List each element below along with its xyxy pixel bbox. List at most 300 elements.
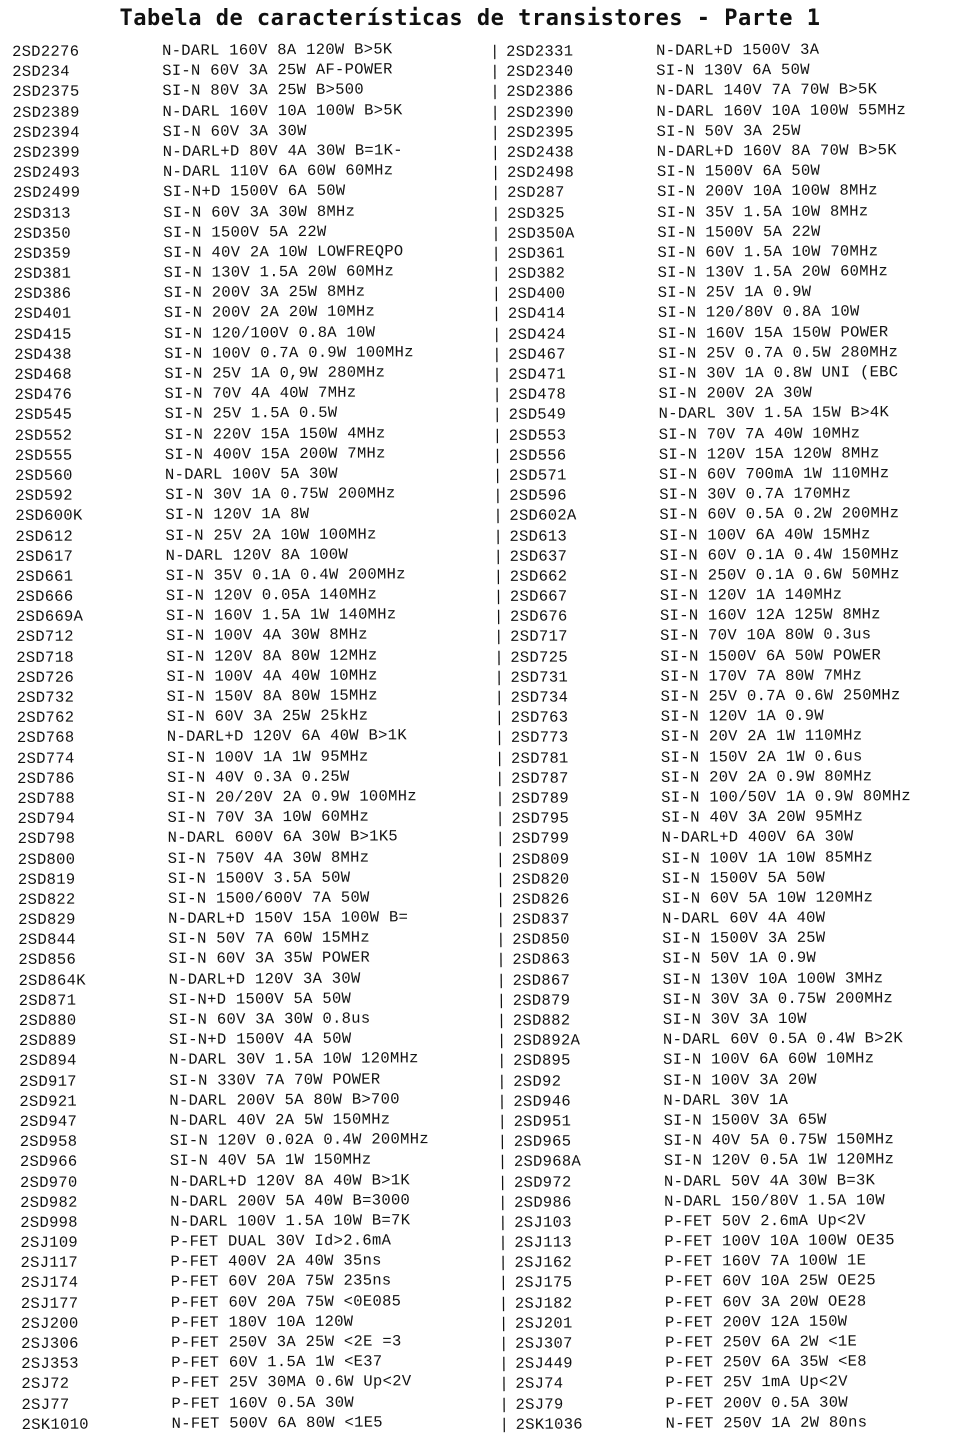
column-separator: | bbox=[492, 466, 503, 485]
column-separator: | bbox=[491, 224, 502, 243]
column-separator: | bbox=[494, 709, 505, 728]
table-row bbox=[21, 1392, 430, 1415]
transistor-specs: SI-N 1500V 5A 22W bbox=[657, 222, 821, 242]
transistor-code: 2SD467 bbox=[508, 345, 566, 364]
transistor-specs: SI-N 200V 10A 100W 8MHz bbox=[656, 181, 878, 202]
transistor-code: 2SD612 bbox=[15, 527, 74, 546]
transistor-code: 2SD800 bbox=[17, 850, 76, 869]
transistor-code: 2SD819 bbox=[17, 870, 76, 889]
transistor-code: 2SD571 bbox=[508, 466, 567, 485]
transistor-specs: SI-N 35V 0.1A 0.4W 200MHz bbox=[165, 565, 406, 585]
transistor-code: 2SD382 bbox=[507, 264, 566, 283]
transistor-code: 2SD725 bbox=[510, 648, 568, 667]
transistor-specs: SI-N 120V 8A 80W 12MHz bbox=[166, 646, 378, 666]
transistor-specs: SI-N 30V 3A 10W bbox=[662, 1009, 807, 1029]
transistor-code: 2SD863 bbox=[512, 950, 571, 970]
transistor-specs: SI-N 130V 10A 100W 3MHz bbox=[662, 968, 884, 989]
transistor-code: 2SD381 bbox=[13, 264, 72, 284]
table-row bbox=[18, 907, 427, 930]
transistor-code: 2SD972 bbox=[513, 1172, 572, 1192]
transistor-specs: SI-N 25V 0.7A 0.5W 280MHz bbox=[658, 342, 899, 363]
transistor-code: 2SD287 bbox=[506, 183, 565, 203]
table-row bbox=[17, 826, 426, 849]
column-separator: | bbox=[496, 910, 506, 930]
transistor-code: 2SD2375 bbox=[12, 82, 80, 102]
transistor-specs: SI-N 120/80V 0.8A 10W bbox=[657, 302, 860, 323]
transistor-code: 2SD734 bbox=[510, 688, 569, 707]
table-row bbox=[12, 39, 421, 62]
transistor-specs: SI-N 330V 7A 70W POWER bbox=[169, 1070, 381, 1090]
table-row bbox=[497, 1109, 913, 1132]
column-separator: | bbox=[495, 810, 506, 829]
table-row bbox=[17, 746, 426, 769]
transistor-code: 2SD998 bbox=[20, 1213, 78, 1232]
column-separator: | bbox=[498, 1254, 509, 1273]
transistor-specs: SI-N 50V 1A 0.9W bbox=[662, 949, 817, 969]
transistor-specs: SI-N 120V 0.02A 0.4W 200MHz bbox=[169, 1130, 429, 1151]
transistor-code: 2SD864K bbox=[18, 971, 86, 990]
transistor-code: 2SD921 bbox=[19, 1092, 78, 1111]
transistor-code: 2SJ79 bbox=[515, 1395, 564, 1414]
transistor-specs: SI-N 1500V 6A 50W POWER bbox=[660, 645, 882, 666]
table-row bbox=[17, 705, 426, 728]
transistor-code: 2SK1010 bbox=[21, 1415, 89, 1434]
column-separator: | bbox=[496, 1032, 507, 1051]
column-separator: | bbox=[492, 426, 503, 445]
transistor-specs: N-DARL 200V 5A 80W B>700 bbox=[169, 1090, 400, 1110]
column-separator: | bbox=[499, 1395, 510, 1414]
transistor-specs: SI-N+D 1500V 5A 50W bbox=[168, 989, 352, 1009]
transistor-specs: SI-N 60V 3A 25W 25kHz bbox=[166, 706, 369, 727]
table-row bbox=[12, 80, 421, 103]
column-separator: | bbox=[492, 345, 502, 364]
transistor-code: 2SD662 bbox=[509, 567, 568, 586]
transistor-specs: SI-N 20V 2A 0.9W 80MHz bbox=[661, 767, 873, 787]
transistor-code: 2SD717 bbox=[510, 627, 568, 647]
column-separator: | bbox=[491, 204, 501, 223]
transistor-code: 2SD661 bbox=[15, 567, 74, 586]
transistor-code: 2SD386 bbox=[13, 284, 72, 304]
table-row bbox=[13, 241, 422, 264]
transistor-specs: SI-N 200V 3A 25W 8MHz bbox=[163, 282, 366, 303]
column-separator: | bbox=[495, 870, 506, 889]
column-separator: | bbox=[491, 285, 502, 304]
table-row bbox=[13, 221, 422, 244]
transistor-specs: N-DARL 30V 1.5A 15W B>4K bbox=[658, 403, 890, 424]
table-row bbox=[16, 625, 425, 648]
transistor-specs: N-DARL 600V 6A 30W B>1K5 bbox=[167, 827, 399, 848]
transistor-code: 2SD966 bbox=[19, 1152, 78, 1172]
transistor-code: 2SJ174 bbox=[20, 1274, 79, 1293]
transistor-code: 2SD867 bbox=[512, 971, 571, 990]
transistor-code: 2SD947 bbox=[19, 1112, 78, 1131]
column-separator: | bbox=[490, 123, 501, 142]
column-separator: | bbox=[493, 567, 504, 586]
right-column bbox=[490, 39, 915, 1435]
column-separator: | bbox=[494, 648, 504, 667]
transistor-code: 2SD552 bbox=[14, 426, 73, 445]
transistor-specs: SI-N 70V 4A 40W 7MHz bbox=[164, 383, 357, 404]
column-separator: | bbox=[498, 1213, 508, 1232]
transistor-code: 2SJ353 bbox=[21, 1354, 79, 1374]
transistor-specs: N-DARL 100V 1.5A 10W B=7K bbox=[170, 1211, 411, 1231]
transistor-specs: P-FET 160V 0.5A 30W bbox=[171, 1393, 355, 1413]
transistor-code: 2SD92 bbox=[513, 1072, 562, 1091]
column-separator: | bbox=[497, 1112, 508, 1131]
column-separator: | bbox=[491, 305, 502, 324]
transistor-specs: P-FET DUAL 30V Id>2.6mA bbox=[170, 1231, 392, 1251]
table-row bbox=[16, 645, 425, 668]
column-separator: | bbox=[492, 386, 503, 405]
transistor-code: 2SD879 bbox=[512, 991, 571, 1010]
transistor-code: 2SD669A bbox=[15, 607, 84, 627]
transistor-specs: SI-N 60V 3A 30W 8MHz bbox=[163, 202, 356, 222]
table-row bbox=[15, 403, 424, 426]
table-row bbox=[16, 604, 425, 627]
transistor-specs: SI-N 60V 5A 10W 120MHz bbox=[661, 888, 874, 908]
transistor-code: 2SD560 bbox=[14, 466, 73, 485]
transistor-specs: SI-N 170V 7A 80W 7MHz bbox=[660, 666, 863, 686]
transistor-code: 2SD871 bbox=[18, 991, 77, 1010]
transistor-code: 2SD850 bbox=[512, 930, 570, 950]
transistor-code: 2SJ201 bbox=[514, 1314, 573, 1333]
transistor-code: 2SD476 bbox=[14, 385, 73, 405]
transistor-code: 2SD637 bbox=[509, 547, 568, 566]
transistor-specs: SI-N+D 1500V 6A 50W bbox=[162, 181, 346, 202]
transistor-code: 2SD712 bbox=[16, 628, 74, 647]
column-separator: | bbox=[491, 325, 502, 344]
transistor-code: 2SD789 bbox=[511, 789, 569, 808]
transistor-code: 2SD774 bbox=[16, 749, 75, 768]
transistor-specs: SI-N 20/20V 2A 0.9W 100MHz bbox=[167, 787, 417, 807]
transistor-specs: SI-N 130V 6A 50W bbox=[656, 60, 810, 81]
transistor-code: 2SD965 bbox=[513, 1132, 572, 1151]
column-separator: | bbox=[495, 890, 506, 909]
transistor-specs: N-DARL 30V 1A bbox=[663, 1090, 789, 1110]
column-separator: | bbox=[494, 688, 505, 707]
transistor-specs: SI-N 40V 3A 20W 95MHz bbox=[661, 807, 864, 827]
transistor-code: 2SJ77 bbox=[21, 1395, 70, 1414]
transistor-code: 2SD970 bbox=[19, 1173, 78, 1192]
transistor-code: 2SD2389 bbox=[12, 103, 80, 122]
transistor-code: 2SD917 bbox=[19, 1072, 77, 1091]
transistor-code: 2SD2276 bbox=[12, 42, 80, 61]
transistor-code: 2SD795 bbox=[511, 809, 570, 828]
table-row bbox=[20, 1170, 429, 1193]
transistor-code: 2SD951 bbox=[513, 1112, 572, 1131]
transistor-code: 2SD844 bbox=[18, 930, 76, 950]
transistor-code: 2SD325 bbox=[507, 203, 565, 223]
column-separator: | bbox=[497, 1072, 507, 1091]
table-row bbox=[18, 887, 427, 910]
transistor-specs: SI-N 60V 1.5A 10W 70MHz bbox=[657, 242, 879, 262]
column-separator: | bbox=[498, 1314, 509, 1333]
transistor-code: 2SD946 bbox=[513, 1092, 572, 1111]
transistor-specs: SI-N 100V 4A 40W 10MHz bbox=[166, 666, 378, 686]
transistor-specs: SI-N 400V 15A 200W 7MHz bbox=[164, 444, 386, 464]
column-separator: | bbox=[499, 1415, 510, 1434]
transistor-specs: P-FET 250V 6A 35W <E8 bbox=[665, 1352, 867, 1372]
column-separator: | bbox=[495, 830, 506, 849]
column-separator: | bbox=[499, 1355, 509, 1374]
transistor-specs: P-FET 200V 0.5A 30W bbox=[665, 1393, 849, 1413]
transistor-code: 2SD726 bbox=[16, 668, 75, 687]
transistor-code: 2SD555 bbox=[14, 446, 73, 465]
transistor-code: 2SD549 bbox=[508, 405, 567, 425]
table-row bbox=[17, 726, 426, 749]
transistor-code: 2SD438 bbox=[14, 345, 72, 364]
column-separator: | bbox=[498, 1233, 509, 1253]
transistor-specs: N-FET 250V 1A 2W 80ns bbox=[665, 1413, 868, 1433]
transistor-specs: SI-N 70V 7A 40W 10MHz bbox=[658, 423, 861, 444]
transistor-specs: SI-N 100V 6A 60W 10MHz bbox=[663, 1049, 875, 1070]
transistor-code: 2SD768 bbox=[16, 728, 75, 748]
column-separator: | bbox=[490, 184, 501, 203]
column-separator: | bbox=[490, 164, 501, 183]
transistor-code: 2SD856 bbox=[18, 951, 77, 970]
table-row bbox=[13, 160, 422, 183]
transistor-specs: SI-N 1500V 5A 22W bbox=[163, 222, 327, 242]
transistor-specs: P-FET 60V 20A 75W <0E085 bbox=[170, 1291, 402, 1312]
transistor-specs: P-FET 25V 1mA Up<2V bbox=[665, 1372, 848, 1393]
transistor-specs: SI-N 25V 1.5A 0.5W bbox=[164, 404, 338, 424]
column-separator: | bbox=[492, 365, 502, 384]
column-separator: | bbox=[494, 668, 505, 687]
table-row bbox=[16, 564, 425, 587]
transistor-code: 2SD667 bbox=[509, 587, 568, 606]
table-row bbox=[18, 948, 427, 971]
transistor-specs: N-DARL+D 80V 4A 30W B=1K- bbox=[162, 141, 403, 161]
transistor-code: 2SD820 bbox=[511, 870, 570, 889]
table-row bbox=[19, 1008, 428, 1031]
table-row bbox=[15, 483, 424, 506]
table-row bbox=[492, 261, 908, 284]
table-row bbox=[15, 524, 424, 547]
table-row bbox=[492, 342, 908, 365]
transistor-code: 2SD718 bbox=[16, 648, 74, 667]
table-row bbox=[16, 584, 425, 607]
table-row bbox=[22, 1412, 431, 1435]
transistor-code: 2SD731 bbox=[510, 668, 569, 687]
table-row bbox=[496, 907, 912, 930]
transistor-specs: SI-N 60V 3A 35W POWER bbox=[168, 948, 371, 969]
table-row bbox=[493, 402, 909, 425]
table-row bbox=[19, 1048, 428, 1071]
transistor-specs: P-FET 250V 3A 25W <2E =3 bbox=[171, 1332, 402, 1352]
transistor-code: 2SD545 bbox=[14, 405, 73, 425]
table-row bbox=[15, 463, 424, 486]
transistor-code: 2SD773 bbox=[510, 728, 569, 748]
table-row bbox=[19, 1109, 428, 1132]
transistor-code: 2SD313 bbox=[13, 204, 71, 223]
transistor-specs: SI-N 30V 1A 0.8W UNI (EBC bbox=[658, 363, 899, 383]
transistor-specs: SI-N 70V 3A 10W 60MHz bbox=[167, 807, 370, 828]
transistor-specs: SI-N 1500V 3.5A 50W bbox=[167, 868, 351, 888]
column-separator: | bbox=[499, 1334, 509, 1353]
transistor-specs: P-FET 60V 3A 20W OE28 bbox=[664, 1292, 867, 1312]
transistor-specs: SI-N 200V 2A 20W 10MHz bbox=[163, 302, 376, 323]
table-row bbox=[21, 1291, 430, 1314]
table-row bbox=[492, 362, 908, 385]
table-row bbox=[19, 1069, 428, 1092]
transistor-code: 2SD600K bbox=[15, 506, 83, 526]
table-row bbox=[17, 806, 426, 829]
transistor-specs: SI-N 130V 1.5A 20W 60MHz bbox=[657, 262, 889, 282]
table-row bbox=[497, 1048, 913, 1071]
transistor-specs: SI-N 1500/600V 7A 50W bbox=[167, 888, 370, 908]
page-title: Tabela de características de transistores - Parte 1 bbox=[119, 6, 821, 31]
transistor-code: 2SD596 bbox=[509, 486, 567, 506]
transistor-specs: SI-N 120V 1A 140MHz bbox=[659, 585, 843, 605]
transistor-specs: SI-N 100V 0.7A 0.9W 100MHz bbox=[164, 343, 414, 363]
table-row bbox=[21, 1351, 430, 1374]
column-separator: | bbox=[495, 789, 505, 808]
table-row bbox=[492, 322, 908, 345]
transistor-specs: P-FET 180V 10A 120W bbox=[170, 1312, 354, 1332]
transistor-specs: N-DARL 160V 10A 100W 55MHz bbox=[656, 100, 907, 121]
transistor-specs: SI-N 120V 15A 120W 8MHz bbox=[658, 444, 880, 464]
table-row bbox=[497, 1028, 913, 1051]
transistor-code: 2SJ74 bbox=[515, 1374, 564, 1394]
transistor-code: 2SD895 bbox=[513, 1051, 571, 1071]
transistor-specs: SI-N 30V 0.7A 170MHz bbox=[659, 484, 852, 504]
column-separator: | bbox=[491, 244, 502, 263]
column-separator: | bbox=[499, 1375, 510, 1394]
transistor-code: 2SJ307 bbox=[515, 1334, 573, 1353]
transistor-code: 2SD613 bbox=[509, 526, 568, 546]
transistor-specs: N-DARL 30V 1.5A 10W 120MHz bbox=[169, 1049, 419, 1070]
transistor-code: 2SD781 bbox=[510, 749, 569, 768]
table-row bbox=[496, 968, 912, 991]
transistor-code: 2SD798 bbox=[17, 829, 76, 849]
transistor-specs: SI-N 150V 2A 1W 0.6us bbox=[660, 746, 863, 767]
transistor-specs: SI-N 100V 6A 40W 15MHz bbox=[659, 524, 871, 545]
table-row bbox=[14, 322, 423, 345]
transistor-code: 2SD556 bbox=[508, 446, 567, 465]
column-separator: | bbox=[490, 42, 500, 61]
transistor-code: 2SD826 bbox=[511, 890, 570, 909]
transistor-specs: N-DARL+D 120V 8A 40W B>1K bbox=[169, 1170, 411, 1191]
transistor-code: 2SD676 bbox=[509, 607, 568, 627]
transistor-code: 2SD2438 bbox=[506, 143, 575, 162]
transistor-code: 2SD788 bbox=[17, 789, 75, 808]
transistor-specs: SI-N 35V 1.5A 10W 8MHz bbox=[657, 201, 869, 222]
transistor-specs: SI-N 120V 1A 8W bbox=[165, 505, 310, 525]
column-separator: | bbox=[495, 850, 506, 869]
transistor-code: 2SD2386 bbox=[506, 82, 574, 102]
transistor-specs: SI-N 1500V 3A 25W bbox=[662, 928, 826, 949]
transistor-specs: SI-N+D 1500V 4A 50W bbox=[168, 1029, 352, 1050]
transistor-specs: P-FET 60V 1.5A 1W <E37 bbox=[171, 1352, 383, 1373]
transistor-specs: SI-N 60V 3A 25W AF-POWER bbox=[162, 60, 393, 81]
table-row bbox=[13, 120, 422, 143]
column-separator: | bbox=[496, 971, 507, 990]
transistor-specs: SI-N 250V 0.1A 0.6W 50MHz bbox=[659, 565, 900, 585]
table-row bbox=[12, 100, 421, 123]
transistor-specs: SI-N 25V 1A 0,9W 280MHz bbox=[164, 363, 386, 383]
table-row bbox=[14, 302, 423, 325]
column-separator: | bbox=[493, 527, 504, 546]
transistor-specs: N-DARL 60V 0.5A 0.4W B>2K bbox=[662, 1029, 904, 1050]
transistor-code: 2SJ175 bbox=[514, 1273, 573, 1293]
transistor-specs: SI-N 40V 5A 1W 150MHz bbox=[169, 1150, 372, 1171]
transistor-code: 2SD234 bbox=[12, 62, 70, 82]
table-row bbox=[20, 1190, 429, 1213]
transistor-code: 2SD350 bbox=[13, 224, 72, 243]
column-separator: | bbox=[497, 1133, 508, 1152]
column-separator: | bbox=[497, 1153, 508, 1172]
transistor-specs: N-DARL+D 150V 15A 100W B= bbox=[168, 908, 409, 928]
transistor-code: 2SD809 bbox=[511, 849, 570, 869]
transistor-specs: SI-N 120V 1A 0.9W bbox=[660, 706, 825, 727]
transistor-specs: SI-N 130V 1.5A 20W 60MHz bbox=[163, 262, 395, 283]
table-row bbox=[17, 766, 426, 789]
transistor-code: 2SD400 bbox=[507, 284, 566, 304]
transistor-specs: SI-N 100V 1A 1W 95MHz bbox=[166, 747, 369, 767]
column-separator: | bbox=[490, 143, 501, 162]
transistor-code: 2SJ182 bbox=[514, 1294, 573, 1313]
transistor-specs: N-DARL 140V 7A 70W B>5K bbox=[656, 80, 878, 101]
column-separator: | bbox=[494, 749, 505, 768]
transistor-specs: SI-N 60V 0.1A 0.4W 150MHz bbox=[659, 544, 900, 565]
transistor-code: 2SD553 bbox=[508, 426, 567, 445]
transistor-specs: SI-N 150V 8A 80W 15MHz bbox=[166, 686, 378, 706]
table-row bbox=[18, 847, 427, 870]
transistor-specs: SI-N 160V 15A 150W POWER bbox=[657, 322, 889, 343]
transistor-code: 2SD471 bbox=[508, 365, 566, 384]
table-row bbox=[18, 867, 427, 890]
column-separator: | bbox=[496, 951, 507, 970]
transistor-code: 2SD2394 bbox=[12, 123, 80, 142]
transistor-specs: SI-N 100V 4A 30W 8MHz bbox=[166, 625, 368, 646]
transistor-code: 2SD822 bbox=[17, 890, 76, 909]
transistor-code: 2SJ113 bbox=[514, 1233, 573, 1252]
transistor-code: 2SD882 bbox=[512, 1011, 571, 1030]
transistor-code: 2SD763 bbox=[510, 708, 569, 728]
table-row bbox=[20, 1210, 429, 1233]
transistor-code: 2SJ103 bbox=[514, 1213, 572, 1232]
transistor-specs: SI-N 20V 2A 1W 110MHz bbox=[660, 726, 863, 747]
transistor-code: 2SD986 bbox=[514, 1193, 572, 1212]
table-row bbox=[14, 261, 423, 284]
transistor-code: 2SD837 bbox=[512, 910, 570, 929]
transistor-specs: SI-N 40V 0.3A 0.25W bbox=[167, 767, 350, 787]
transistor-specs: SI-N 100V 3A 20W bbox=[663, 1070, 817, 1090]
transistor-specs: SI-N 160V 12A 125W 8MHz bbox=[659, 605, 881, 626]
table-row bbox=[15, 443, 424, 466]
table-row bbox=[21, 1331, 430, 1354]
transistor-specs: N-DARL 150/80V 1.5A 10W bbox=[664, 1190, 886, 1211]
transistor-specs: SI-N 25V 1A 0.9W bbox=[657, 283, 812, 303]
table-row bbox=[496, 948, 912, 971]
transistor-code: 2SD424 bbox=[507, 325, 566, 344]
table-row bbox=[14, 281, 423, 304]
transistor-code: 2SD2493 bbox=[12, 163, 81, 183]
table-row bbox=[493, 463, 909, 486]
table-row bbox=[16, 665, 425, 688]
transistor-specs: SI-N 1500V 3A 65W bbox=[663, 1110, 827, 1130]
table-row bbox=[19, 988, 428, 1011]
transistor-code: 2SJ177 bbox=[20, 1294, 79, 1313]
column-separator: | bbox=[493, 587, 504, 607]
transistor-code: 2SD478 bbox=[508, 385, 567, 405]
column-separator: | bbox=[491, 264, 502, 284]
table-row bbox=[13, 140, 422, 163]
transistor-specs: SI-N 60V 0.5A 0.2W 200MHz bbox=[659, 504, 900, 525]
transistor-code: 2SD602A bbox=[509, 506, 577, 526]
transistor-code: 2SD732 bbox=[16, 688, 75, 707]
transistor-specs: SI-N 40V 2A 10W LOWFREQPO bbox=[163, 242, 404, 262]
